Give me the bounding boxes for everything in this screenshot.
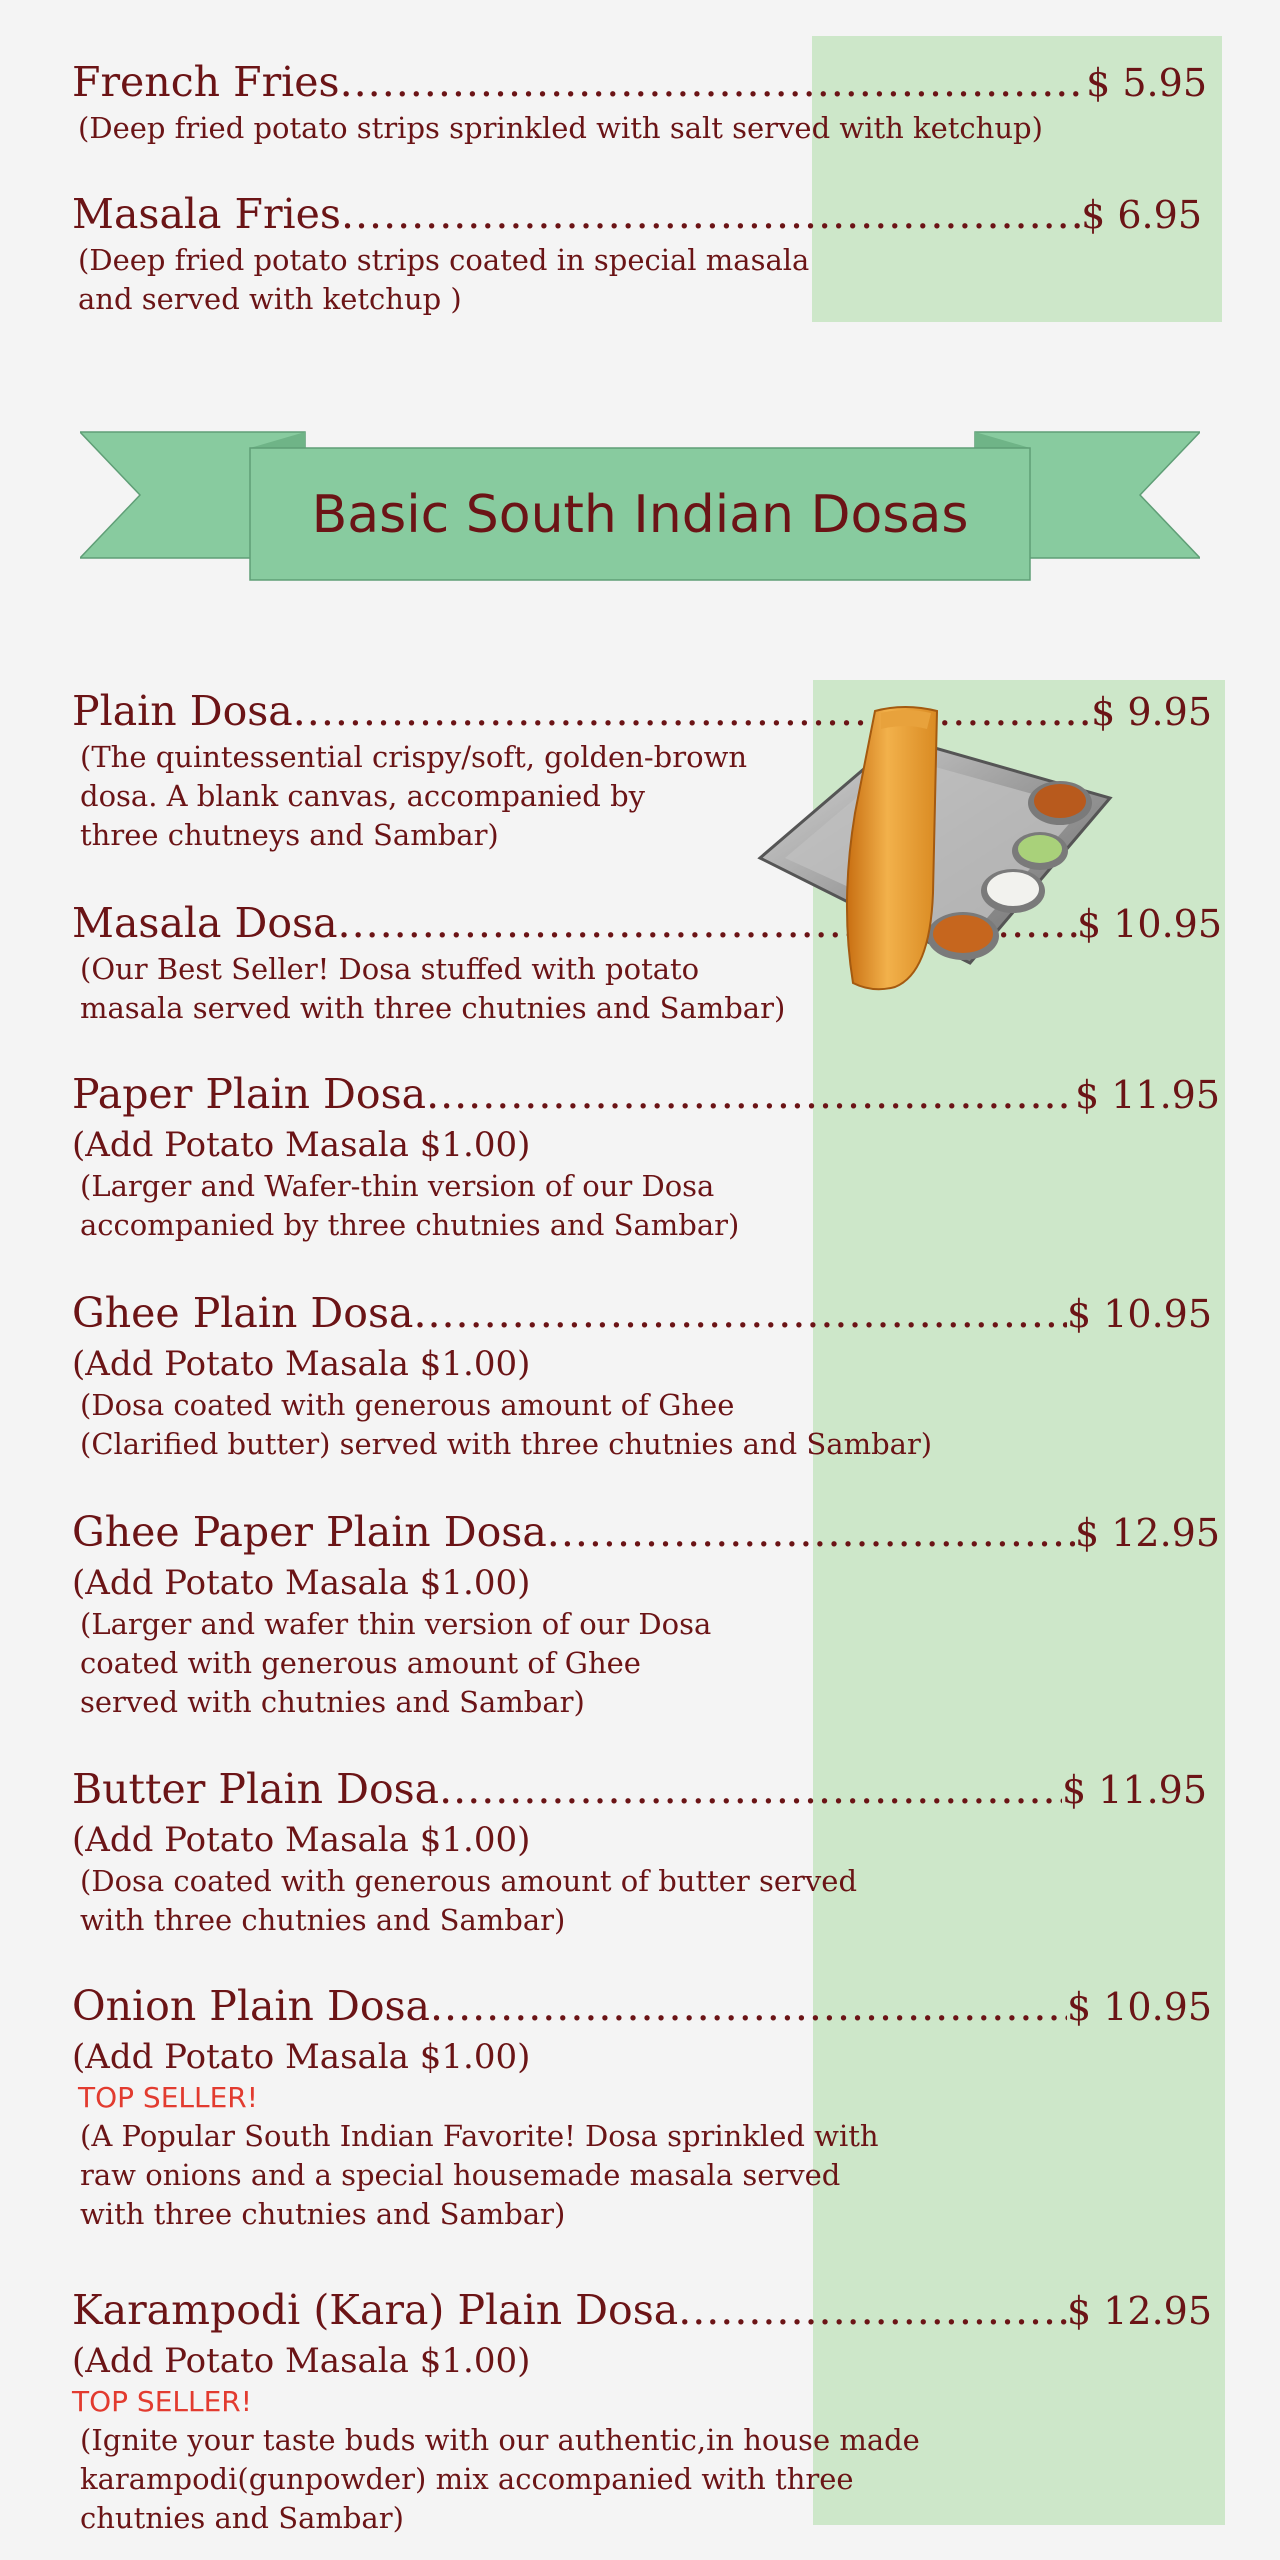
section-title: Basic South Indian Dosas bbox=[311, 485, 969, 545]
item-title-row bbox=[72, 1980, 1212, 2033]
item-addon: (Add Potato Masala $1.00) bbox=[72, 2341, 531, 2381]
dot-leader bbox=[426, 1068, 1075, 1120]
item-name: Butter Plain Dosa bbox=[72, 1765, 440, 1813]
item-description: (Dosa coated with generous amount of Ghee (Clarified butter) served with three chutnies and Sambar) bbox=[80, 1388, 933, 1461]
dot-leader bbox=[341, 188, 1081, 240]
item-title-row bbox=[72, 1506, 1220, 1559]
dosa-roll bbox=[847, 707, 937, 989]
item-price: $ 12.95 bbox=[1074, 1511, 1220, 1555]
item-addon: (Add Potato Masala $1.00) bbox=[72, 1820, 531, 1860]
item-title-row bbox=[72, 1287, 1212, 1340]
item-description: (Our Best Seller! Dosa stuffed with potato masala served with three chutnies and Sambar) bbox=[80, 952, 786, 1025]
item-description: (Deep fried potato strips sprinkled with salt served with ketchup) bbox=[78, 111, 1043, 145]
item-name: Masala Dosa bbox=[72, 899, 338, 947]
item-name: Paper Plain Dosa bbox=[72, 1070, 427, 1118]
item-price: $ 11.95 bbox=[1061, 1768, 1207, 1812]
item-description: (Larger and Wafer-thin version of our Dosa accompanied by three chutnies and Sambar) bbox=[80, 1169, 740, 1242]
item-title-row bbox=[72, 2284, 1212, 2337]
item-addon: (Add Potato Masala $1.00) bbox=[72, 1344, 531, 1384]
dot-leader bbox=[547, 1506, 1075, 1558]
menu-item-karampodi-plain-dosa bbox=[72, 2284, 1212, 2538]
item-addon: (Add Potato Masala $1.00) bbox=[72, 1563, 531, 1603]
item-addon: (Add Potato Masala $1.00) bbox=[72, 2037, 531, 2077]
item-name: Masala Fries bbox=[72, 190, 341, 238]
item-title-row bbox=[72, 188, 1202, 241]
item-price: $ 5.95 bbox=[1086, 61, 1207, 105]
item-name: Ghee Plain Dosa bbox=[72, 1289, 414, 1337]
item-description: (The quintessential crispy/soft, golden-brown dosa. A blank canvas, accompanied by three chutneys and Sambar) bbox=[80, 740, 748, 852]
dosa-plate-image bbox=[755, 703, 1115, 993]
menu-item-onion-plain-dosa bbox=[72, 1980, 1212, 2234]
item-title-row bbox=[72, 1068, 1220, 1121]
item-description: (A Popular South Indian Favorite! Dosa sprinkled with raw onions and a special housemade masala served with three chutnies and Sambar) bbox=[80, 2119, 879, 2231]
item-price: $ 10.95 bbox=[1076, 902, 1222, 946]
top-seller-badge: TOP SELLER! bbox=[78, 2081, 258, 2114]
item-price: $ 12.95 bbox=[1066, 2289, 1212, 2333]
item-price: $ 10.95 bbox=[1066, 1292, 1212, 1336]
menu-item-butter-plain-dosa bbox=[72, 1763, 1207, 1940]
item-price: $ 10.95 bbox=[1066, 1985, 1212, 2029]
dot-leader bbox=[413, 1287, 1067, 1339]
menu-item-french-fries bbox=[72, 56, 1207, 148]
item-title-row bbox=[72, 1763, 1207, 1816]
dot-leader bbox=[678, 2284, 1067, 2336]
menu-item-paper-plain-dosa bbox=[72, 1068, 1220, 1245]
menu-item-ghee-plain-dosa bbox=[72, 1287, 1212, 1464]
item-description: (Deep fried potato strips coated in special masala and served with ketchup ) bbox=[78, 243, 810, 316]
menu-item-masala-fries bbox=[72, 188, 1202, 319]
item-title-row bbox=[72, 56, 1207, 109]
item-name: French Fries bbox=[72, 58, 340, 106]
item-description: (Ignite your taste buds with our authentic,in house made karampodi(gunpowder) mix accompanied with three chutnies and Sambar) bbox=[80, 2423, 920, 2535]
top-seller-badge: TOP SELLER! bbox=[72, 2385, 252, 2418]
item-name: Onion Plain Dosa bbox=[72, 1982, 430, 2030]
item-addon: (Add Potato Masala $1.00) bbox=[72, 1125, 531, 1165]
item-description: (Dosa coated with generous amount of butter served with three chutnies and Sambar) bbox=[80, 1864, 858, 1937]
dot-leader bbox=[439, 1763, 1062, 1815]
item-name: Karampodi (Kara) Plain Dosa bbox=[72, 2286, 679, 2334]
dot-leader bbox=[430, 1980, 1067, 2032]
dot-leader bbox=[340, 56, 1087, 108]
item-description: (Larger and wafer thin version of our Dosa coated with generous amount of Ghee served with chutnies and Sambar) bbox=[80, 1607, 712, 1719]
item-name: Ghee Paper Plain Dosa bbox=[72, 1508, 547, 1556]
item-name: Plain Dosa bbox=[72, 687, 293, 735]
menu-item-ghee-paper-plain-dosa bbox=[72, 1506, 1220, 1722]
item-price: $ 11.95 bbox=[1074, 1073, 1220, 1117]
item-price: $ 9.95 bbox=[1091, 690, 1212, 734]
item-price: $ 6.95 bbox=[1081, 193, 1202, 237]
